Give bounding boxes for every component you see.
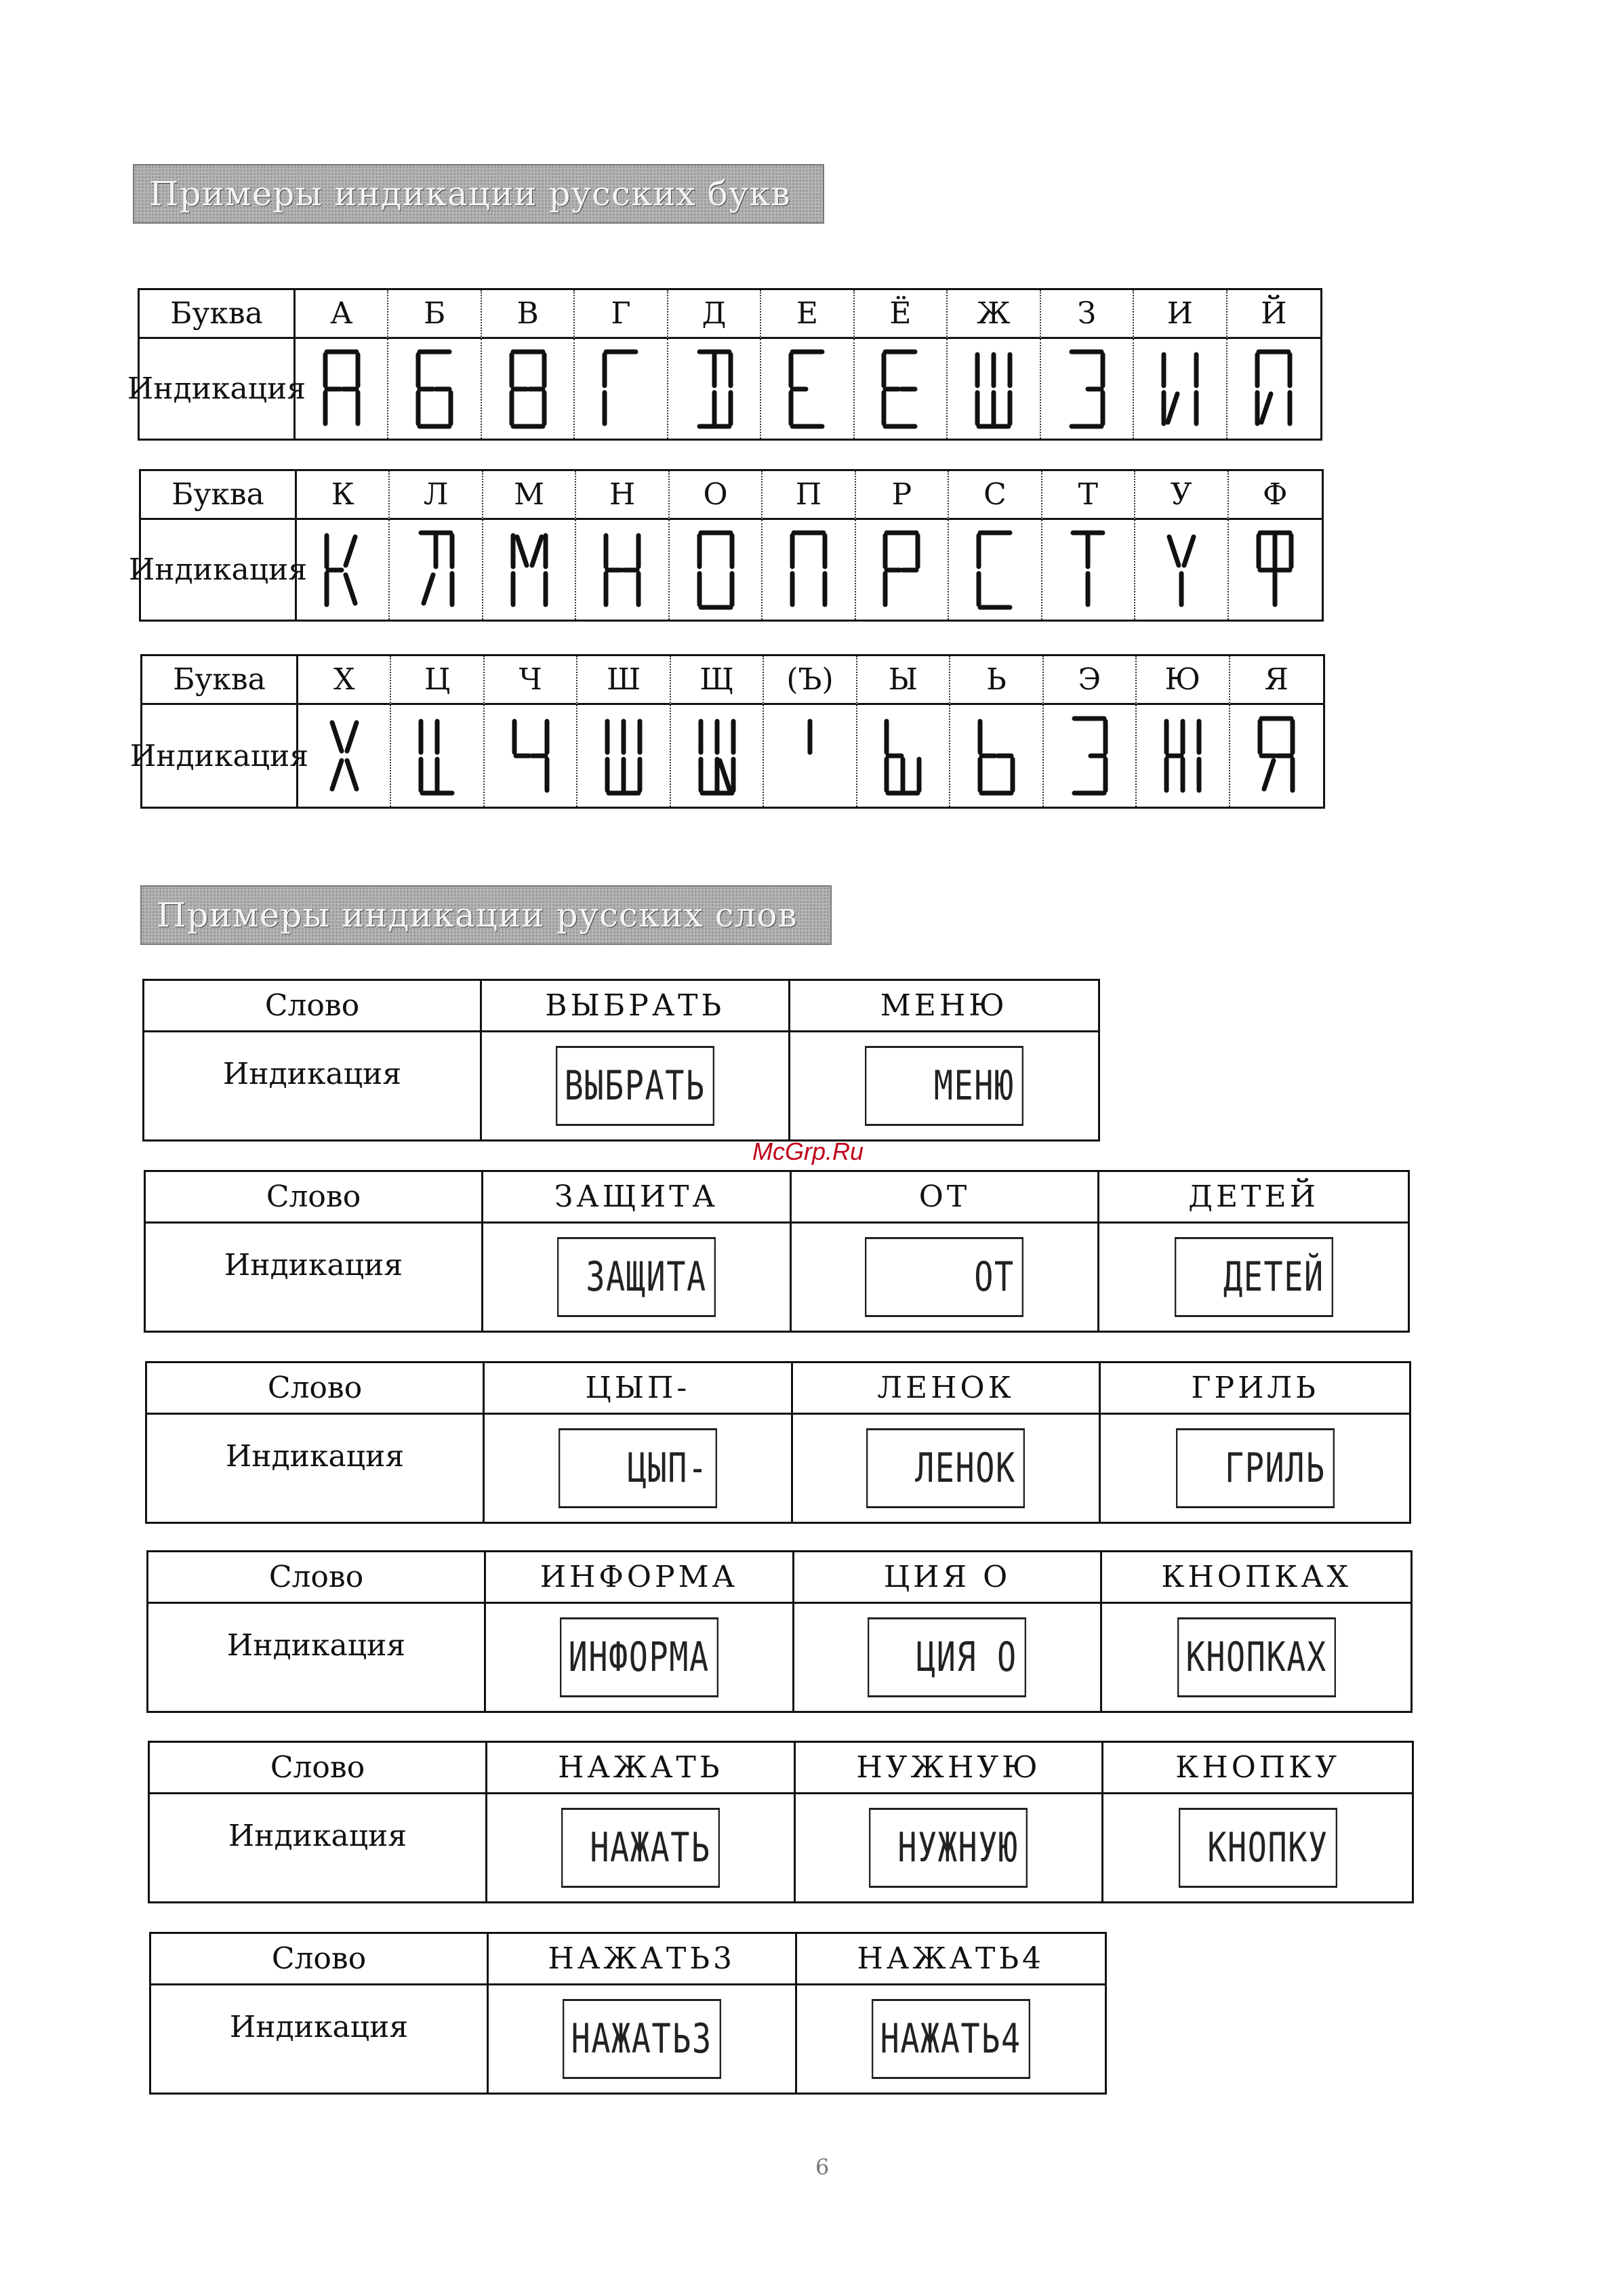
segment-glyph xyxy=(602,713,645,799)
word-table-6 xyxy=(149,1932,1107,2095)
indication-cell xyxy=(1230,705,1323,807)
segment xyxy=(346,537,355,565)
lcd-display: НАЖАТЬ4 xyxy=(872,1999,1030,2079)
indication-cell xyxy=(948,339,1040,439)
indication-cell xyxy=(668,339,761,439)
letter-cell: (Ъ) xyxy=(764,656,857,705)
display-cell xyxy=(792,1224,1100,1331)
segment-glyph xyxy=(1068,713,1111,799)
row-label-letter: Буква xyxy=(141,471,297,520)
display-cell xyxy=(794,1604,1103,1711)
letter-cell: Ы xyxy=(857,656,950,705)
segment xyxy=(517,537,527,565)
letter-cell: Ж xyxy=(948,290,1040,339)
segment-glyph xyxy=(415,713,459,799)
word-cell: НУЖНУЮ xyxy=(796,1743,1104,1794)
row-label-indication: Индикация xyxy=(141,520,297,620)
letter-cell: Ю xyxy=(1137,656,1230,705)
letter-cell: И xyxy=(1134,290,1227,339)
lcd-display: ДЕТЕЙ xyxy=(1175,1237,1333,1317)
segment-glyph xyxy=(413,346,456,432)
segment-glyph xyxy=(975,713,1018,799)
indication-cell xyxy=(1134,339,1227,439)
letter-cell: З xyxy=(1041,290,1134,339)
indication-cell xyxy=(577,705,670,807)
word-cell: ЦЫП- xyxy=(485,1363,793,1415)
indication-cell xyxy=(483,520,576,620)
segment-glyph xyxy=(1253,527,1297,613)
display-cell xyxy=(790,1032,1099,1139)
display-cell xyxy=(487,1794,796,1901)
row-label-indication: Индикация xyxy=(148,1604,486,1711)
letter-cell: В xyxy=(482,290,575,339)
indication-cell xyxy=(855,339,948,439)
indication-cell xyxy=(1041,339,1134,439)
letter-cell: О xyxy=(670,471,763,520)
display-cell xyxy=(1099,1224,1408,1331)
letter-cell: Т xyxy=(1042,471,1135,520)
letter-table-2 xyxy=(128,469,1324,622)
segment-glyph xyxy=(323,713,366,799)
row-label-word: Слово xyxy=(146,1172,483,1224)
word-cell: НАЖАТЬ xyxy=(487,1743,796,1794)
row-label-indication: Индикация xyxy=(151,1985,489,2093)
section-title-letters: Примеры индикации русских букв xyxy=(133,164,824,224)
lcd-display: ИНФОРМА xyxy=(560,1617,718,1697)
segment-glyph xyxy=(1252,346,1295,432)
segment xyxy=(332,761,342,789)
segment-glyph xyxy=(881,713,925,799)
segment xyxy=(1169,537,1179,565)
word-table-1 xyxy=(142,979,1100,1142)
indication-cell xyxy=(763,520,855,620)
indication-cell xyxy=(1135,520,1228,620)
segment xyxy=(1184,537,1194,565)
word-cell: ЛЕНОК xyxy=(793,1363,1101,1415)
indication-cell xyxy=(1044,705,1137,807)
indication-cell xyxy=(1042,520,1135,620)
indication-cell xyxy=(671,705,764,807)
word-table-3 xyxy=(145,1361,1411,1524)
lcd-display: КНОПКАХ xyxy=(1177,1617,1336,1697)
lcd-display: ЗАЩИТА xyxy=(557,1237,716,1317)
segment-glyph xyxy=(1066,527,1110,613)
lcd-display: НАЖАТЬ xyxy=(561,1808,720,1888)
segment-glyph xyxy=(508,527,551,613)
letter-cell: Щ xyxy=(671,656,764,705)
indication-cell xyxy=(764,705,857,807)
row-label-indication: Индикация xyxy=(150,1794,487,1901)
letter-cell: Э xyxy=(1044,656,1137,705)
word-table-4 xyxy=(146,1550,1413,1713)
page-number: 6 xyxy=(815,2154,830,2180)
indication-cell xyxy=(1227,339,1320,439)
row-label-word: Слово xyxy=(148,1552,486,1604)
display-cell xyxy=(1101,1415,1409,1522)
letter-cell: Й xyxy=(1227,290,1320,339)
word-table-5 xyxy=(148,1741,1414,1903)
row-label-word: Слово xyxy=(150,1743,487,1794)
letter-cell: У xyxy=(1135,471,1228,520)
letter-cell: Ч xyxy=(485,656,577,705)
letter-cell: Х xyxy=(298,656,391,705)
indication-cell xyxy=(761,339,854,439)
word-cell: ИНФОРМА xyxy=(486,1552,794,1604)
segment-glyph xyxy=(599,346,643,432)
letter-cell: Н xyxy=(576,471,669,520)
display-cell xyxy=(486,1604,794,1711)
letter-cell: К xyxy=(297,471,390,520)
segment xyxy=(720,761,729,789)
letter-cell: Ё xyxy=(855,290,948,339)
word-cell: НАЖАТЬ4 xyxy=(797,1934,1105,1985)
lcd-display: НАЖАТЬ3 xyxy=(563,1999,721,2079)
letter-cell: Ш xyxy=(577,656,670,705)
letter-cell: Б xyxy=(388,290,481,339)
lcd-display: ЦИЯ О xyxy=(868,1617,1026,1697)
display-cell xyxy=(797,1985,1105,2093)
word-cell: ЦИЯ О xyxy=(794,1552,1103,1604)
letter-cell: Я xyxy=(1230,656,1323,705)
segment-glyph xyxy=(601,527,644,613)
display-cell xyxy=(483,1224,792,1331)
display-cell xyxy=(1103,1794,1412,1901)
segment xyxy=(1261,394,1271,422)
segment-glyph xyxy=(787,527,830,613)
lcd-display: КНОПКУ xyxy=(1179,1808,1337,1888)
lcd-display: ВЫБРАТЬ xyxy=(556,1046,714,1126)
segment-glyph xyxy=(694,527,737,613)
segment-glyph xyxy=(693,346,736,432)
segment-glyph xyxy=(973,527,1017,613)
segment-glyph xyxy=(1161,713,1204,799)
lcd-display: ГРИЛЬ xyxy=(1176,1428,1335,1508)
row-label-word: Слово xyxy=(144,981,482,1032)
word-cell: ОТ xyxy=(792,1172,1100,1224)
word-table-2 xyxy=(144,1170,1410,1333)
word-cell: КНОПКАХ xyxy=(1102,1552,1410,1604)
row-label-indication: Индикация xyxy=(140,339,296,439)
row-label-letter: Буква xyxy=(140,290,296,339)
segment xyxy=(346,575,355,603)
segment-glyph xyxy=(506,346,550,432)
lcd-display: МЕНЮ xyxy=(865,1046,1023,1126)
row-label-word: Слово xyxy=(151,1934,489,1985)
segment-glyph xyxy=(509,713,552,799)
letter-cell: Д xyxy=(668,290,761,339)
display-cell xyxy=(796,1794,1104,1901)
indication-cell xyxy=(296,339,388,439)
letter-cell: П xyxy=(763,471,855,520)
segment-glyph xyxy=(321,527,365,613)
word-cell: КНОПКУ xyxy=(1103,1743,1412,1794)
section-title-words: Примеры индикации русских слов xyxy=(140,885,832,945)
letter-cell: Г xyxy=(575,290,668,339)
indication-cell xyxy=(575,339,668,439)
indication-cell xyxy=(388,339,481,439)
letter-cell: Е xyxy=(761,290,854,339)
indication-cell xyxy=(576,520,669,620)
segment xyxy=(532,537,542,565)
row-label-indication: Индикация xyxy=(146,1224,483,1331)
segment-glyph xyxy=(1255,713,1298,799)
display-cell xyxy=(485,1415,793,1522)
lcd-display: ЦЫП- xyxy=(559,1428,717,1508)
letter-table-1 xyxy=(127,288,1322,441)
display-cell xyxy=(793,1415,1101,1522)
indication-cell xyxy=(482,339,575,439)
letter-cell: М xyxy=(483,471,576,520)
segment xyxy=(1168,394,1177,422)
segment-glyph xyxy=(1065,346,1108,432)
letter-cell: Ь xyxy=(950,656,1043,705)
segment xyxy=(347,723,357,751)
segment xyxy=(332,723,342,751)
indication-cell xyxy=(391,705,484,807)
indication-cell xyxy=(949,520,1042,620)
letter-cell: Ц xyxy=(391,656,484,705)
indication-cell xyxy=(485,705,577,807)
segment-glyph xyxy=(878,346,922,432)
letter-cell: С xyxy=(949,471,1042,520)
indication-cell xyxy=(950,705,1043,807)
row-label-letter: Буква xyxy=(142,656,298,705)
word-cell: МЕНЮ xyxy=(790,981,1099,1032)
indication-cell xyxy=(390,520,483,620)
segment-glyph xyxy=(1158,346,1202,432)
segment xyxy=(1264,761,1274,789)
segment-glyph xyxy=(320,346,363,432)
indication-cell xyxy=(857,705,950,807)
segment-glyph xyxy=(695,713,739,799)
segment-glyph xyxy=(880,527,923,613)
letter-cell: Л xyxy=(390,471,483,520)
letter-table-3 xyxy=(129,654,1325,809)
segment-glyph xyxy=(414,527,458,613)
segment-glyph xyxy=(788,713,832,799)
lcd-display: ОТ xyxy=(865,1237,1023,1317)
row-label-indication: Индикация xyxy=(147,1415,485,1522)
display-cell xyxy=(1102,1604,1410,1711)
letter-cell: А xyxy=(296,290,388,339)
segment-glyph xyxy=(1160,527,1203,613)
lcd-display: ЛЕНОК xyxy=(866,1428,1025,1508)
segment-glyph xyxy=(786,346,829,432)
word-cell: НАЖАТЬ3 xyxy=(489,1934,797,1985)
display-cell xyxy=(489,1985,797,2093)
word-cell: ВЫБРАТЬ xyxy=(482,981,790,1032)
word-cell: ЗАЩИТА xyxy=(483,1172,792,1224)
letter-cell: Р xyxy=(856,471,949,520)
indication-cell xyxy=(856,520,949,620)
indication-cell xyxy=(1229,520,1322,620)
word-cell: ДЕТЕЙ xyxy=(1099,1172,1408,1224)
row-label-indication: Индикация xyxy=(142,705,298,807)
row-label-indication: Индикация xyxy=(144,1032,482,1139)
indication-cell xyxy=(297,520,390,620)
display-cell xyxy=(482,1032,790,1139)
segment-glyph xyxy=(972,346,1015,432)
segment xyxy=(347,761,357,789)
watermark: McGrp.Ru xyxy=(752,1137,864,1165)
segment xyxy=(424,575,433,603)
indication-cell xyxy=(670,520,763,620)
letter-cell: Ф xyxy=(1229,471,1322,520)
lcd-display: НУЖНУЮ xyxy=(869,1808,1028,1888)
row-label-word: Слово xyxy=(147,1363,485,1415)
indication-cell xyxy=(1137,705,1230,807)
indication-cell xyxy=(298,705,391,807)
word-cell: ГРИЛЬ xyxy=(1101,1363,1409,1415)
